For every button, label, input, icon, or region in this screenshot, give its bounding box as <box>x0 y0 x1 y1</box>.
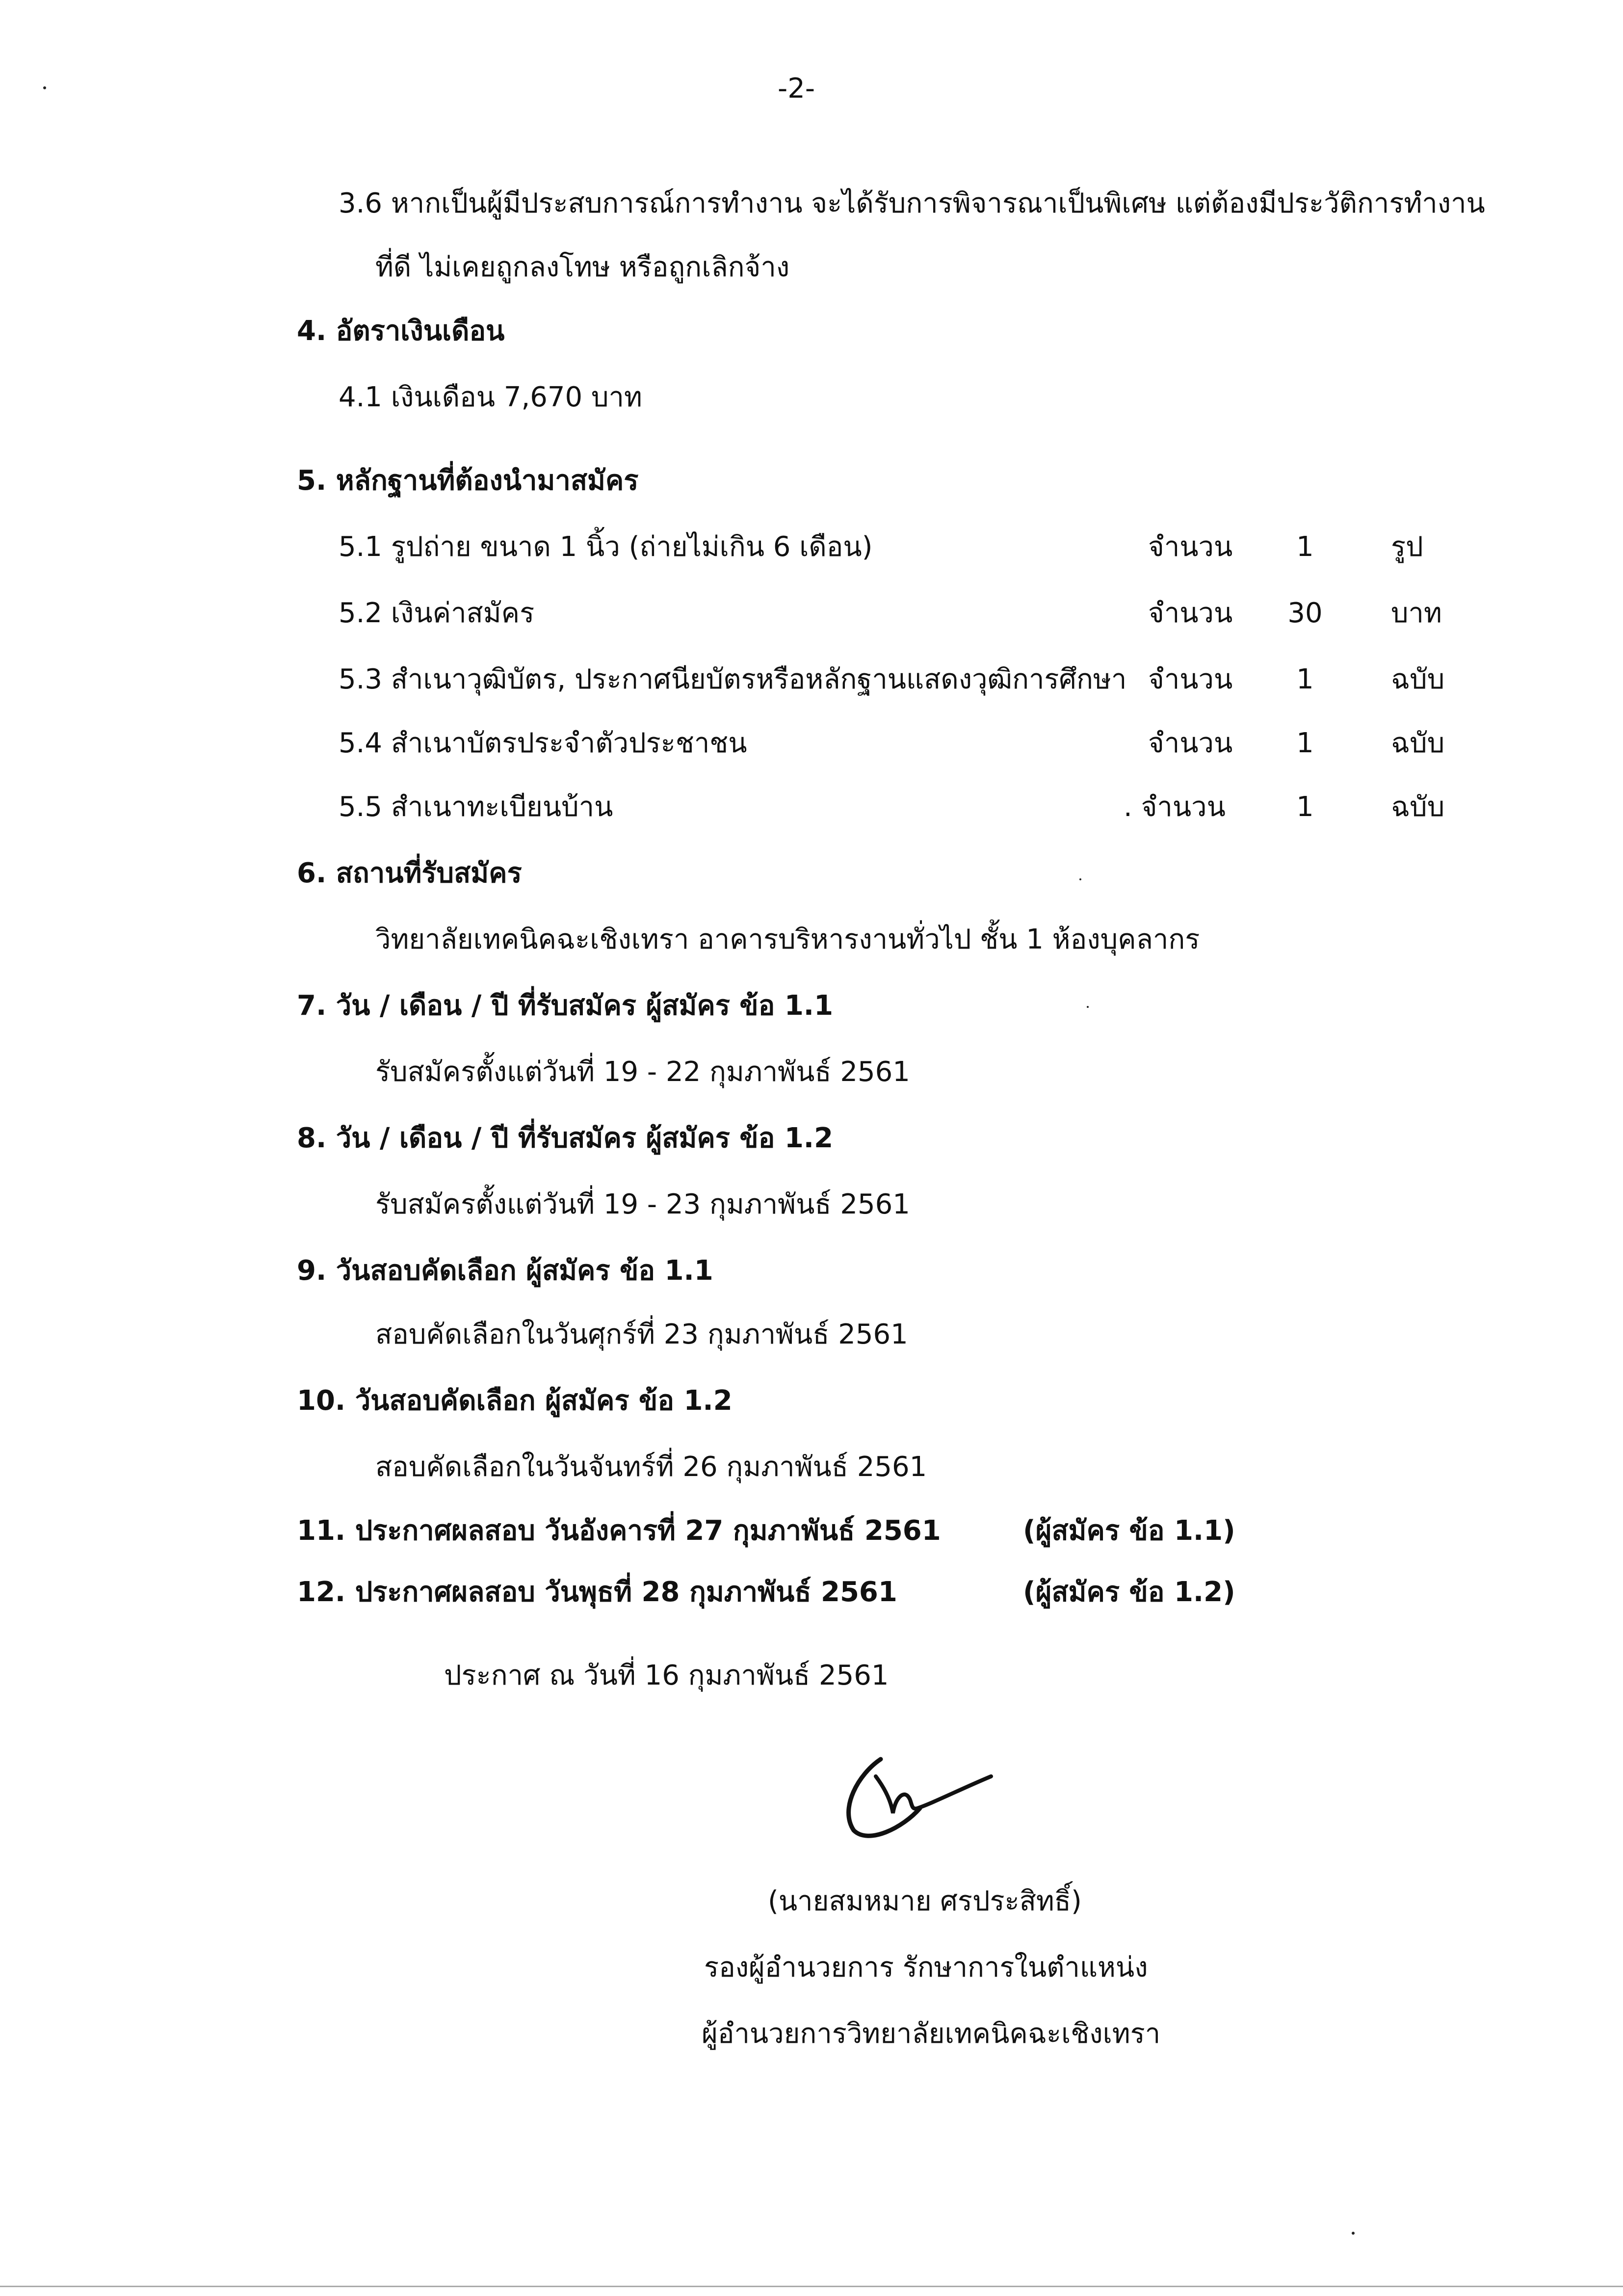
section-5-heading: 5. หลักฐานที่ต้องนำมาสมัคร <box>297 465 639 497</box>
evidence-row-text: 5.5 สำเนาทะเบียนบ้าน <box>339 791 613 823</box>
section-11-note: (ผู้สมัคร ข้อ 1.1) <box>1023 1515 1235 1547</box>
announcement-date: ประกาศ ณ วันที่ 16 กุมภาพันธ์ 2561 <box>444 1660 889 1691</box>
evidence-row-qty-label: จำนวน <box>1148 597 1233 629</box>
evidence-row-qty: 1 <box>1296 531 1314 563</box>
evidence-row-qty-label: . จำนวน <box>1124 791 1226 823</box>
evidence-row-text: 5.1 รูปถ่าย ขนาด 1 นิ้ว (ถ่ายไม่เกิน 6 เดือน) <box>339 531 873 563</box>
evidence-row-text: 5.4 สำเนาบัตรประจำตัวประชาชน <box>339 727 747 759</box>
section-10-heading: 10. วันสอบคัดเลือก ผู้สมัคร ข้อ 1.2 <box>297 1385 733 1417</box>
section-12-note: (ผู้สมัคร ข้อ 1.2) <box>1023 1576 1235 1608</box>
evidence-row-qty: 1 <box>1296 727 1314 759</box>
section-8-heading: 8. วัน / เดือน / ปี ที่รับสมัคร ผู้สมัคร ข้อ 1.2 <box>297 1122 834 1154</box>
section-8-detail: รับสมัครตั้งแต่วันที่ 19 - 23 กุมภาพันธ์ 2561 <box>375 1188 910 1220</box>
evidence-row-qty-label: จำนวน <box>1148 727 1233 759</box>
signatory-position-line-1: รองผู้อำนวยการ รักษาการในตำแหน่ง <box>704 1952 1148 1983</box>
evidence-row-qty-label: จำนวน <box>1148 663 1233 695</box>
evidence-row-text: 5.2 เงินค่าสมัคร <box>339 597 535 629</box>
evidence-row-qty: 30 <box>1287 597 1323 629</box>
section-10-detail: สอบคัดเลือกในวันจันทร์ที่ 26 กุมภาพันธ์ 2561 <box>375 1451 927 1483</box>
evidence-row-unit: รูป <box>1391 531 1423 563</box>
item-3-6-line-2: ที่ดี ไม่เคยถูกลงโทษ หรือถูกเลิกจ้าง <box>375 251 790 283</box>
evidence-row-qty-label: จำนวน <box>1148 531 1233 563</box>
section-7-heading: 7. วัน / เดือน / ปี ที่รับสมัคร ผู้สมัคร ข้อ 1.1 <box>297 990 834 1022</box>
evidence-row-unit: บาท <box>1391 597 1442 629</box>
evidence-row-text: 5.3 สำเนาวุฒิบัตร, ประกาศนียบัตรหรือหลักฐานแสดงวุฒิการศึกษา <box>339 663 1127 695</box>
section-6-heading: 6. สถานที่รับสมัคร <box>297 857 522 889</box>
item-3-6-line-1: 3.6 หากเป็นผู้มีประสบการณ์การทำงาน จะได้รับการพิจารณาเป็นพิเศษ แต่ต้องมีประวัติการทำงาน <box>339 187 1485 219</box>
section-4-item: 4.1 เงินเดือน 7,670 บาท <box>339 381 642 413</box>
evidence-row-qty: 1 <box>1296 663 1314 695</box>
scan-speck <box>43 86 46 89</box>
section-9-detail: สอบคัดเลือกในวันศุกร์ที่ 23 กุมภาพันธ์ 2561 <box>375 1319 908 1350</box>
scan-speck <box>1079 878 1081 880</box>
signatory-name: (นายสมหมาย ศรประสิทธิ์) <box>768 1885 1082 1917</box>
section-11-text: 11. ประกาศผลสอบ วันอังคารที่ 27 กุมภาพันธ์ 2561 <box>297 1515 941 1547</box>
section-4-heading: 4. อัตราเงินเดือน <box>297 315 505 347</box>
section-9-heading: 9. วันสอบคัดเลือก ผู้สมัคร ข้อ 1.1 <box>297 1255 713 1287</box>
section-7-detail: รับสมัครตั้งแต่วันที่ 19 - 22 กุมภาพันธ์ 2561 <box>375 1056 910 1088</box>
section-12-text: 12. ประกาศผลสอบ วันพุธที่ 28 กุมภาพันธ์ 2561 <box>297 1576 897 1608</box>
signatory-position-line-2: ผู้อำนวยการวิทยาลัยเทคนิคฉะเชิงเทรา <box>702 2018 1161 2050</box>
signature <box>834 1740 996 1847</box>
scan-speck <box>1352 2232 1355 2235</box>
scan-speck <box>1087 1006 1089 1008</box>
evidence-row-unit: ฉบับ <box>1391 727 1445 759</box>
page-number: -2- <box>778 73 815 105</box>
evidence-row-unit: ฉบับ <box>1391 791 1445 823</box>
section-6-detail: วิทยาลัยเทคนิคฉะเชิงเทรา อาคารบริหารงานทั่วไป ชั้น 1 ห้องบุคลากร <box>375 924 1200 955</box>
evidence-row-unit: ฉบับ <box>1391 663 1445 695</box>
scan-edge-line <box>0 2286 1623 2287</box>
evidence-row-qty: 1 <box>1296 791 1314 823</box>
